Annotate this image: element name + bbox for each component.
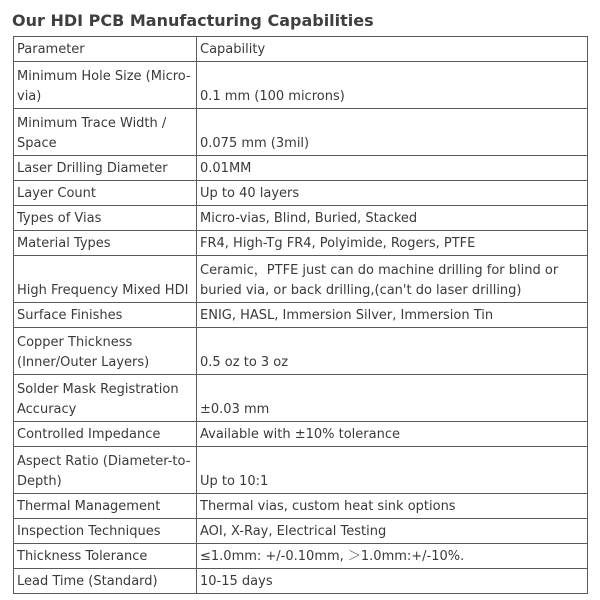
row-parameter: Thermal Management	[14, 494, 197, 519]
row-capability: Micro-vias, Blind, Buried, Stacked	[197, 206, 588, 231]
row-capability: 0.5 oz to 3 oz	[197, 328, 588, 375]
row-parameter: Copper Thickness (Inner/Outer Layers)	[14, 328, 197, 375]
capabilities-table	[13, 36, 588, 594]
row-capability: Available with ±10% tolerance	[197, 422, 588, 447]
table-row	[14, 256, 588, 303]
row-parameter: Lead Time (Standard)	[14, 569, 197, 594]
row-parameter: Minimum Hole Size (Micro-via)	[14, 62, 197, 109]
row-capability: ≤1.0mm: +/-0.10mm, ＞1.0mm:+/-10%.	[197, 544, 588, 569]
table-row	[14, 181, 588, 206]
row-capability: Up to 40 layers	[197, 181, 588, 206]
row-parameter: Controlled Impedance	[14, 422, 197, 447]
row-parameter: Aspect Ratio (Diameter-to-Depth)	[14, 447, 197, 494]
row-capability: 0.01MM	[197, 156, 588, 181]
row-parameter: Layer Count	[14, 181, 197, 206]
table-row	[14, 544, 588, 569]
table-row	[14, 569, 588, 594]
table-row	[14, 422, 588, 447]
row-parameter: Thickness Tolerance	[14, 544, 197, 569]
table-row	[14, 206, 588, 231]
row-parameter: Material Types	[14, 231, 197, 256]
table-row	[14, 62, 588, 109]
table-row	[14, 447, 588, 494]
row-capability: 0.1 mm (100 microns)	[197, 62, 588, 109]
table-header-row	[14, 37, 588, 62]
row-parameter: Inspection Techniques	[14, 519, 197, 544]
row-parameter: High Frequency Mixed HDI	[14, 256, 197, 303]
row-parameter: Minimum Trace Width / Space	[14, 109, 197, 156]
table-row	[14, 109, 588, 156]
table-row	[14, 231, 588, 256]
table-row	[14, 328, 588, 375]
table-row	[14, 156, 588, 181]
page-title: Our HDI PCB Manufacturing Capabilities	[12, 11, 374, 30]
table-row	[14, 303, 588, 328]
row-capability: Up to 10:1	[197, 447, 588, 494]
row-capability: 0.075 mm (3mil)	[197, 109, 588, 156]
row-capability: Thermal vias, custom heat sink options	[197, 494, 588, 519]
row-capability: FR4, High-Tg FR4, Polyimide, Rogers, PTFE	[197, 231, 588, 256]
row-capability: AOI, X-Ray, Electrical Testing	[197, 519, 588, 544]
header-parameter: Parameter	[14, 37, 197, 62]
row-parameter: Solder Mask Registration Accuracy	[14, 375, 197, 422]
row-capability: ±0.03 mm	[197, 375, 588, 422]
row-capability: Ceramic，PTFE just can do machine drilling for blind or buried via, or back drilling,(can't do laser drilling)	[197, 256, 588, 303]
row-parameter: Surface Finishes	[14, 303, 197, 328]
table-row	[14, 519, 588, 544]
row-capability: ENIG, HASL, Immersion Silver, Immersion Tin	[197, 303, 588, 328]
row-parameter: Types of Vias	[14, 206, 197, 231]
header-capability: Capability	[197, 37, 588, 62]
table-row	[14, 375, 588, 422]
table-row	[14, 494, 588, 519]
row-parameter: Laser Drilling Diameter	[14, 156, 197, 181]
row-capability: 10-15 days	[197, 569, 588, 594]
